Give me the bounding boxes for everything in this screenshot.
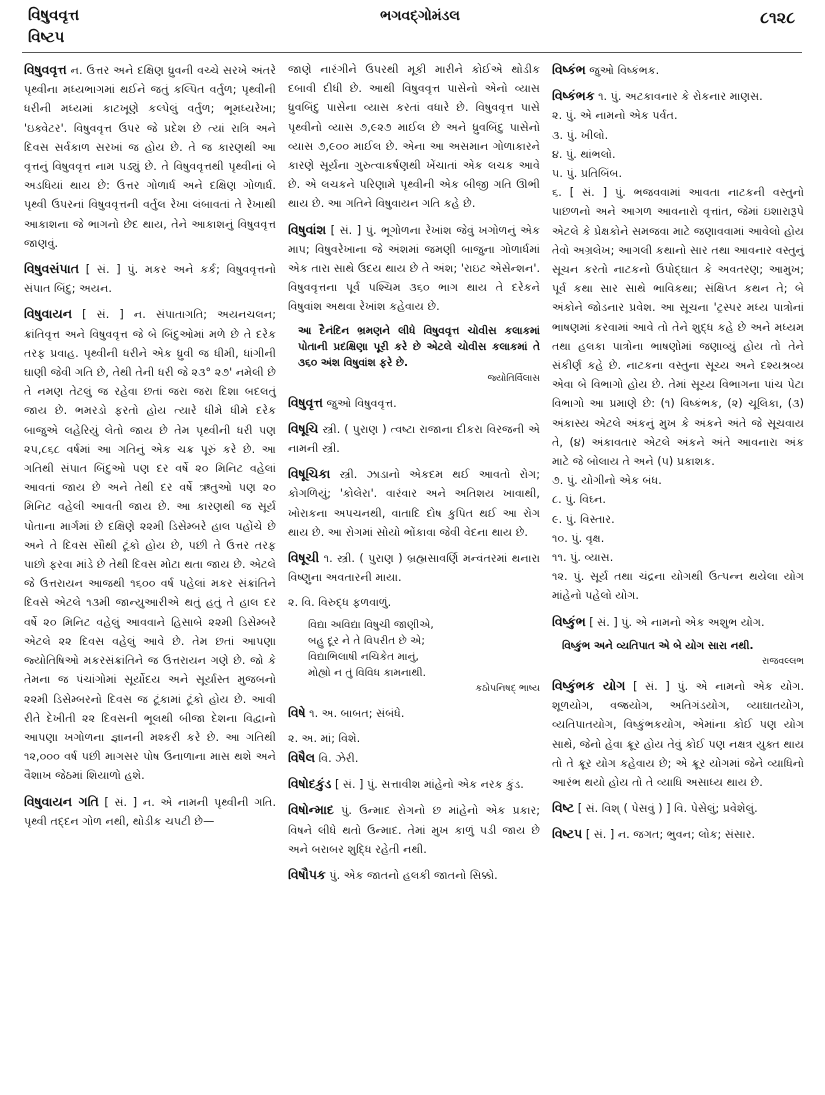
headword: વિષૂચી	[288, 550, 320, 566]
definition: [ સં. વિશ્ ( પેસવું ) ] વિ. પેસેલું; પ્રવેશેલું.	[574, 802, 758, 816]
definition: જુઓ વિષ્કંભક.	[585, 64, 660, 77]
sub-sense: ૨. પું. એ નામનો એક પર્વત.	[552, 109, 678, 123]
sub-sense: ૯. પું. વિસ્તાર.	[552, 512, 615, 526]
sub-sense: ૩. પું. ખીલો.	[552, 128, 609, 142]
headword: વિષુવસંપાત	[24, 261, 79, 277]
definition: વિ. ઝેરી.	[315, 752, 359, 766]
headword: વિષુવાયન	[24, 306, 73, 322]
headword: વિષોદકુંડ	[288, 776, 332, 792]
entry	[552, 612, 804, 632]
sub-sense: ૪. પું. થાંભલો.	[552, 147, 616, 161]
sub-sense: ૮. પું. વિઘ્ન.	[552, 493, 606, 507]
definition: [ સં. ] પું. એ નામનો એક અશુભ યોગ.	[585, 615, 765, 629]
headword: વિષુવાંશ	[288, 221, 327, 237]
headword: વિષૈલ	[288, 750, 316, 766]
verse-line: બહુ દૂર ને તે વિપરીત છે એ;	[308, 634, 425, 647]
sub-sense: ૫. પું. પ્રતિબિંબ.	[552, 167, 623, 181]
sub-sense: ૧૦. પું. વૃક્ષ.	[552, 531, 605, 545]
entry	[288, 800, 540, 859]
headword: વિષ્કુંભક યોગ	[552, 677, 626, 693]
headword: વિષ્ટ	[552, 800, 575, 816]
definition: [ સં. ] ન. જગત; ભુવન; લોક; સંસાર.	[582, 828, 756, 842]
verse-source: કઠોપનિષદ્ ભાષ્ય	[475, 682, 540, 694]
entry	[552, 676, 804, 792]
definition: [ સં. ] પું. સત્તાવીશ માંહેનો એક નરક કુંડ.	[331, 778, 524, 792]
verse-line: મોહ્યો ન તું વિવિધ કામનાથી.	[308, 666, 427, 679]
headword: વિષોન્માદ	[288, 802, 334, 818]
definition: [ સં. ] ન. એ નામની પૃથ્વીની ગતિ. પૃથ્વી તદ્દન ગોળ નથી, થોડીક ચપટી છે—	[24, 795, 276, 828]
citation-quote	[298, 323, 540, 387]
page-number: ૮૧૨૮	[760, 8, 795, 27]
citation-quote	[562, 638, 804, 670]
entry	[24, 792, 276, 831]
entry	[288, 393, 540, 413]
definition: ન. ઉત્તર અને દક્ષિણ ધ્રુવની વચ્ચે સરખે અંતરે પૃથ્વીના મધ્યભાગમાં થઈને જતું કલ્પિત વર્તુળ; પૃથ્વીની ધરીની મધ્યમાં કાટખૂણે કલ્પેલું વર્તુળ; ભૂમધ્યરેખા; 'ઇક્વેટર'. વિષુવવૃત્ત ઉપર જે પ્રદેશ છે ત્યાં રાત્રિ અને દિવસ સર્વકાળ સરખાં જ હોય છે. તે જ કારણથી આ વૃત્તનું વિષુવવૃત્ત નામ પડ્યું છે. તે વિષુવવૃત્તથી પૃથ્વીનાં બે અડધિયાં થાય છે: ઉત્તર ગોળાર્ધ અને દક્ષિણ ગોળાર્ધ. પૃથ્વી ઉપરનાં વિષુવવૃત્તની વર્તુલ રેખા લંબાવતાં તે રેખાથી આકાશના જે ભાગનો છેદ થાય, તેને આકાશનું વિષુવવૃત્ત જાણવું.	[24, 64, 276, 250]
sub-sense: ૧૨. પું. સૂર્ય તથા ચંદ્રના યોગથી ઉત્પન્ન થયેલા યોગ માંહેનો પહેલો યોગ.	[552, 570, 804, 603]
definition: પું. એક જાતનો હલકી જાતનો સિક્કો.	[325, 869, 498, 883]
guideword-first: વિષુવવૃત્ત	[28, 6, 80, 24]
quote-text: વિષ્કુંભ અને વ્યતિપાત એ બે યોગ સારા નથી.	[562, 639, 754, 652]
verse-citation	[308, 617, 540, 697]
headword: વિષૌપક	[288, 867, 326, 883]
headword: વિષુવૃત્ત	[288, 394, 323, 410]
headword: વિષ્કંભક	[552, 88, 595, 104]
header-rule	[22, 52, 802, 53]
sub-sense: ૬. [ સં. ] પું. ભજવવામાં આવતા નાટકની વસ્તુનો પાછળનો અને આગળ આવનારો વૃત્તાંત, જેમાં ઇશારારૂપે એટલે કે પ્રેક્ષકોને સમજવા માટે જણાવવામાં આવેલો હોય તેવો અગ્રલેખ; આગલી કથાનો સાર તથા આવનાર વસ્તુનું સૂચન કરતો નાટકનો ઉપોદ્ઘાત કે અવતરણ; આમુખ; પૂર્વ કથા સાર સાથે ભાવિકથા; સંક્ષિપ્ત કથન તે; બે અંકોને જોડનાર પ્રવેશ. આ સૂચના 'ટ્રસ્પર મધ્ય પાત્રોનાં ભાષણમાં કરવામાં આવે તો તેને શુદ્ધ કહે છે અને મધ્યમ તથા હલકા પાત્રોના ભાષણોમાં જણાવ્યું હોય તો તેને સંકીર્ણ કહે છે. નાટકના વસ્તુના સૂચ્ય અને દશ્યશ્રવ્ય એવા બે વિભાગો હોય છે. તેમાં સૂચ્ય વિભાગના પાંચ પેટા વિભાગો આ પ્રમાણે છે: (૧) વિષ્કંભક, (૨) ચૂલિકા, (૩) અંકાસ્ય એટલે અંકનું મુખ કે અંકને અંતે જે સૂચવાય તે, (૪) અંકાવતાર એટલે અંકને અંતે આવનારા અંક માટે જે બોલાય તે અને (૫) પ્રકાશક.	[552, 186, 804, 469]
column-3	[552, 60, 804, 851]
column-2	[288, 60, 540, 891]
definition: [ સં. ] પું. એ નામનો એક યોગ. શૂળયોગ, વજ્રયોગ, અતિગંડયોગ, વ્યાઘાતયોગ, વ્યતિપાતયોગ, વિષ્કુંભકયોગ, એમાંના કોઈ પણ યોગ સાથે, જેનો હેવા ક્રૂર હોય તેવું કોઈ પણ નક્ષત્ર યુક્ત થાય તો તે ક્રૂર યોગ કહેવાય છે; એ ક્રૂર યોગમાં જેને વ્યાધિનો આરંભ થયો હોય તો તે વ્યાધિ અસાધ્ય થાય છે.	[552, 679, 804, 789]
entry	[288, 419, 540, 458]
sub-sense: ૨. અ. માં; વિશે.	[288, 731, 361, 745]
sub-sense: ૭. પું. યોગીનો એક બંધ.	[552, 474, 662, 488]
entry	[552, 824, 804, 844]
page-header	[0, 0, 825, 58]
entry	[552, 60, 804, 80]
headword: વિષે	[288, 704, 306, 720]
entry	[552, 798, 804, 818]
headword: વિષ્ટપ	[552, 826, 583, 842]
definition: પું. ઉન્માદ રોગનો છ માંહેનો એક પ્રકાર; વિષને લીધે થતો ઉન્માદ. તેમાં મુખ કાળું પડી જાય છે અને બરાબર શુદ્ધિ રહેતી નથી.	[288, 804, 540, 856]
headword: વિષૂચિકા	[288, 466, 331, 482]
headword: વિષુવવૃત્ત	[24, 62, 67, 77]
entry	[288, 865, 540, 885]
definition: [ સં. ] ન. સંપાતાગતિ; અયનચલન; ક્રાંતિવૃત્ત અને વિષુવવૃત્ત જે બે બિંદુઓમાં મળે છે તે દરેક તરફ પ્રવાહ. પૃથ્વીની ધરીને એક ધ્રુવી જ ધીમી, ધાંગીની ઘાણી જેવી ગતિ છે, તેથી તેની ધરી જે ૨૩° ૨૭' નમેલી છે તે નમણ તેટલું જ રહેવા છતાં જરા જરા દિશા બદલતું જાય છે. ભમરડો ફરતો હોય ત્યારે ધીમે ધીમે દરેક બાજુએ લહેરિયું લેતો જાય છે તેમ પૃથ્વીની ધરી પણ ૨૫,૮૬૮ વર્ષમાં આ ગતિનું એક ચક્ર પૂરું કરે છે. આ ગતિથી સંપાત બિંદુઓ પણ દર વર્ષે ૨૦ મિનિટ વહેલાં આવતાં જાય છે અને તેથી દર વર્ષે ઋતુઓ પણ ૨૦ મિનિટ વહેલી આવતી જાય છે. આ કારણથી જ સૂર્ય પોતાના માર્ગમાં છે દક્ષિણે ૨૨મી ડિસેમ્બરે હાલ પહોંચે છે અને તે દિવસ સૌથી ટૂંકો હોય છે, પછી તે ઉત્તર તરફ પાછો ફરવા માંડે છે તેથી દિવસ મોટા થતા જાય છે. એટલે જે ઉત્તરાયન આજથી ૧૬૦૦ વર્ષ પહેલાં મકર સંક્રાંતિને દિવસે એટલે ૧૩મી જાન્યુઆરીએ થતું હતું તે હાલ દર વર્ષે ૨૦ મિનિટ વહેલું આવવાને હિસાબે ૨૨મી ડિસેમ્બરે એટલે ૨૨ દિવસ વહેલું આવે છે. તેમ છતાં આપણા જ્યોતિષિઓ મકરસંક્રાંતિને જ ઉત્તરાયન ગણે છે. જો કે તેમના જ પંચાંગોમાં સૂર્યોદય અને સૂર્યાસ્ત મુજબનો ૨૨મી ડિસેમ્બરનો દિવસ જ ટૂંકામાં ટૂંકો હોય છે. આવી રીતે દેખીતી ૨૨ દિવસની ભૂલથી બીજા દેશના વિદ્વાનો આપણા ખગોળના જ્ઞાનની મશ્કરી કરે છે. આ ગતિથી ૧૨,૦૦૦ વર્ષ પછી માગસર પોષ ઉનાળાના માસ થશે અને વૈશાખ જેઠમાં શિયાળો હશે.	[24, 308, 276, 783]
entry	[288, 703, 540, 723]
headword: વિષુવાયન ગતિ	[24, 793, 99, 809]
sub-sense: ૨. વિ. વિરુદ્ધ ફળવાળું.	[288, 596, 392, 610]
definition: ૧. સ્ત્રી. ( પુરાણ ) બ્રહ્મસાવર્ણિ મન્વંતરમાં થનારા વિષ્ણુના અવતારની માયા.	[288, 552, 540, 585]
column-1	[24, 60, 276, 837]
quote-source: રાજવલ્લભ	[762, 655, 804, 667]
guideword-last: વિષ્ટપ	[28, 28, 65, 46]
entry	[288, 220, 540, 317]
entry	[24, 60, 276, 253]
definition: જુઓ વિષુવવૃત્ત.	[322, 396, 397, 410]
headword: વિષૂચિ	[288, 420, 319, 436]
definition: [ સં. ] પું. ભૂગોળના રેખાંશ જેવું ખગોળનું એક માપ; વિષુવરેખાના જે અંશમાં જમણી બાજુના ગોળાર્ધમાં એક તારા સાથે ઉદય થાય છે તે અંશ; 'રાઇટ એસેન્શન'. વિષુવવૃત્તના પૂર્વ પશ્ચિમ ૩૬૦ ભાગ થાય તે દરેકને વિષુવાંશ અથવા રેખાંશ કહેવાય છે.	[288, 223, 540, 314]
definition: સ્ત્રી. ઝાડાનો એકદમ થઈ આવતો રોગ; કોગળિયું; 'કોલેરા'. વારંવાર અને અતિશય ખાવાથી, ખોરાકના અપચનથી, વાતાદિ દોષ કુપિત થઈ આ રોગ થાય છે. આ રોગમાં સોયો ભોંકાવા જેવી વેદના થાય છે.	[288, 468, 540, 539]
definition: ૧. પું. અટકાવનાર કે રોકનાર માણસ.	[594, 90, 763, 104]
verse-line: વિદ્યા અવિદ્યા વિષુચી જાણીએ,	[308, 618, 434, 631]
quote-text: આ દૈનંદિન ભ્રમણને લીધે વિષુવવૃત્ત ચોવીસ કલાકમાં પોતાની પ્રદક્ષિણા પૂરી કરે છે એટલે ચોવીસ કલાકમાં તે ૩૬૦ અંશ વિષુવાંશ ફરે છે.	[298, 324, 540, 369]
headword: વિષ્કુંભ	[552, 613, 586, 629]
headword: વિષ્કંભ	[552, 62, 586, 77]
entry	[24, 304, 276, 785]
entry	[552, 86, 804, 106]
sub-sense: ૧૧. પું. વ્યાસ.	[552, 551, 614, 565]
definition: [ સં. ] પું. મકર અને કર્ક; વિષુવવૃત્તનો સંપાત બિંદુ; અયન.	[24, 263, 276, 296]
entry	[288, 748, 540, 768]
entry	[288, 464, 540, 542]
quote-source: જ્યોતિર્વિલાસ	[487, 372, 540, 384]
continued-text: જાણે નારંગીને ઉપરથી મૂકી મારીને કોઈએ થોડીક દબાવી દીધી છે. આથી વિષુવવૃત્ત પાસેનો એનો વ્યાસ ધ્રુવબિંદુ પાસેના વ્યાસ કરતાં વધારે છે. વિષુવવૃત્ત પાસે પૃથ્વીનો વ્યાસ ૭,૯૨૭ માઈલ છે અને ધ્રુવબિંદુ પાસેનો વ્યાસ ૭,૯૦૦ માઈલ છે. એના આ અસમાન ગોળાકારને કારણે સૂર્યના ગુરુત્વાકર્ષણથી ખેંચાતાં એક લચક આવે છે. એ લચકને પરિણામે પૃથ્વીની એક બીજી ગતિ ઊભી થાય છે. આ ગતિને વિષુવાયન ગતિ કહે છે.	[288, 63, 540, 211]
definition: સ્ત્રી. ( પુરાણ ) ત્વષ્ટા રાજાના દીકરા વિરજની એ નામની સ્ત્રી.	[288, 422, 540, 456]
entry	[288, 774, 540, 794]
entry	[288, 548, 540, 587]
definition: ૧. અ. બાબત; સંબંધે.	[305, 706, 405, 720]
verse-line: વિદ્યાભિલાષી નચિકેત માનું,	[308, 650, 419, 663]
page-title: ભગવદ્ગોમંડલ	[380, 8, 460, 24]
entry	[24, 259, 276, 298]
